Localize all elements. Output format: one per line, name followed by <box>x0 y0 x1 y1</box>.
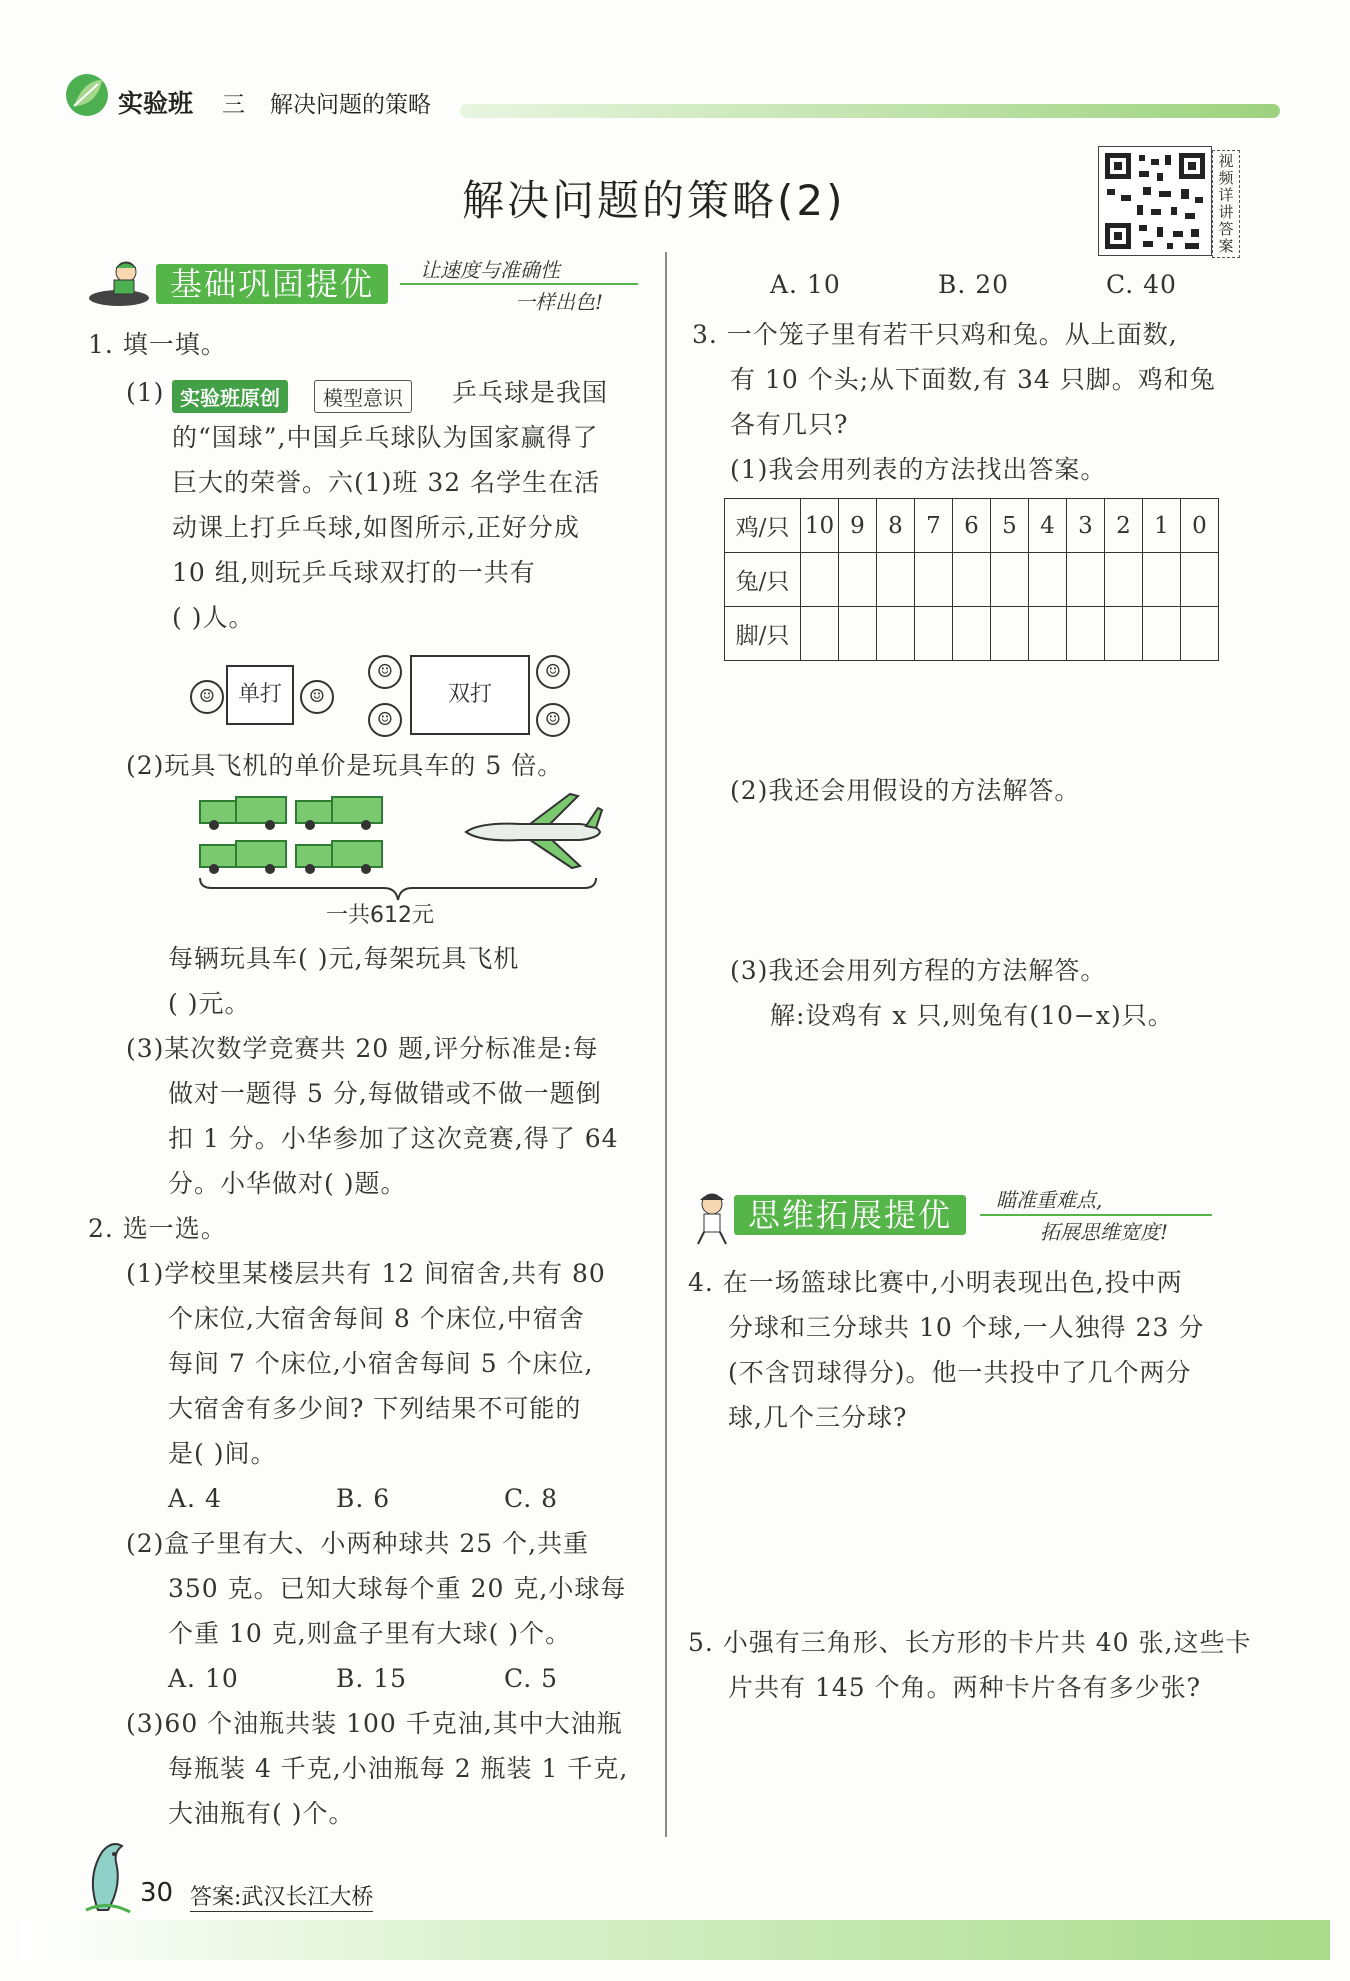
singles-table: 单打 <box>226 665 294 725</box>
chicken-cell: 4 <box>1029 499 1067 553</box>
answer-cell[interactable] <box>839 607 877 661</box>
page-number: 30 <box>140 1878 174 1908</box>
q1-p1-line: 10 组,则玩乒乓球双打的一共有 <box>172 558 536 587</box>
q2-p3-line: 大油瓶有( )个。 <box>168 1799 355 1828</box>
row-label: 鸡/只 <box>725 499 801 553</box>
chicken-cell: 2 <box>1105 499 1143 553</box>
answer-cell[interactable] <box>1105 607 1143 661</box>
player-face-icon: ☺ <box>536 655 570 689</box>
answer-cell[interactable] <box>1181 607 1219 661</box>
skill-tag: 模型意识 <box>314 380 412 413</box>
q2-p1-line: (1)学校里某楼层共有 12 间宿舍,共有 80 <box>126 1259 606 1288</box>
q3-part3: (3)我还会用列方程的方法解答。 <box>730 956 1107 985</box>
q3-line: 各有几只? <box>730 410 849 439</box>
answer-cell[interactable] <box>991 607 1029 661</box>
answer-cell[interactable] <box>953 607 991 661</box>
option-c[interactable]: C. 8 <box>504 1484 559 1513</box>
player-face-icon: ☺ <box>190 680 224 714</box>
table-row <box>725 499 1219 553</box>
option-b[interactable]: B. 6 <box>336 1484 391 1513</box>
q1-p3-line: 分。小华做对( )题。 <box>168 1169 407 1198</box>
q4-line: 球,几个三分球? <box>728 1403 908 1432</box>
header-stripe <box>460 104 1280 118</box>
q1-title: 1. 填一填。 <box>88 330 227 359</box>
q2-p2-line: 个重 10 克,则盒子里有大球( )个。 <box>168 1619 572 1648</box>
q2-p1-line: 个床位,大宿舍每间 8 个床位,中宿舍 <box>168 1304 585 1333</box>
q2-p1-line: 大宿舍有多少间? 下列结果不可能的 <box>168 1394 582 1423</box>
chicken-cell: 3 <box>1067 499 1105 553</box>
dolphin-mascot-icon <box>78 1838 138 1918</box>
player-face-icon: ☺ <box>368 703 402 737</box>
qr-code-icon <box>1099 147 1211 255</box>
q1-part1-num: (1) <box>126 378 165 407</box>
q2-p2-line: (2)盒子里有大、小两种球共 25 个,共重 <box>126 1529 590 1558</box>
toy-truck-icon <box>196 793 396 883</box>
answer-cell[interactable] <box>1029 607 1067 661</box>
q3-solution-setup: 解:设鸡有 x 只,则兔有(10−x)只。 <box>770 1001 1174 1030</box>
answer-cell[interactable] <box>1067 553 1105 607</box>
q1-p1-line: 乒乓球是我国 <box>452 378 609 407</box>
chicken-cell: 1 <box>1143 499 1181 553</box>
q1-p1-line: 的“国球”,中国乒乓球队为国家赢得了 <box>172 423 599 452</box>
q1-part2: (2)玩具飞机的单价是玩具车的 5 倍。 <box>126 751 564 780</box>
chicken-cell: 8 <box>877 499 915 553</box>
toy-airplane-icon <box>460 790 605 870</box>
doubles-table: 双打 <box>410 655 530 735</box>
banner-tip-1: 瞄准重难点, <box>996 1188 1103 1212</box>
answer-cell[interactable] <box>1067 607 1105 661</box>
banner-tip-1: 让速度与准确性 <box>420 258 560 282</box>
page-title: 解决问题的策略(2) <box>462 176 846 225</box>
option-b[interactable]: B. 20 <box>938 270 1010 299</box>
total-price: 一共612元 <box>326 903 434 928</box>
player-face-icon: ☺ <box>368 655 402 689</box>
q2-p1-line: 是( )间。 <box>168 1439 277 1468</box>
q2-title: 2. 选一选。 <box>88 1214 227 1243</box>
q2-p2-line: 350 克。已知大球每个重 20 克,小球每 <box>168 1574 627 1603</box>
table-row <box>725 607 1219 661</box>
q1-p2-line: ( )元。 <box>168 989 251 1018</box>
girl-mascot-icon <box>688 1190 736 1246</box>
answer-cell[interactable] <box>915 607 953 661</box>
answer-cell[interactable] <box>877 607 915 661</box>
qr-code[interactable] <box>1098 146 1212 256</box>
row-label: 兔/只 <box>725 553 801 607</box>
answer-cell[interactable] <box>1143 553 1181 607</box>
player-face-icon: ☺ <box>536 703 570 737</box>
row-label: 脚/只 <box>725 607 801 661</box>
option-a[interactable]: A. 10 <box>168 1664 239 1693</box>
banner-tip-2: 拓展思维宽度! <box>1040 1220 1169 1244</box>
answer-cell[interactable] <box>801 553 839 607</box>
option-c[interactable]: C. 40 <box>1106 270 1177 299</box>
answer-cell[interactable] <box>953 553 991 607</box>
q1-p3-line: (3)某次数学竞赛共 20 题,评分标准是:每 <box>126 1034 599 1063</box>
series-brand: 实验班 <box>118 89 194 118</box>
option-b[interactable]: B. 15 <box>336 1664 408 1693</box>
chicken-rabbit-table <box>724 498 1219 661</box>
chicken-cell: 0 <box>1181 499 1219 553</box>
banner-line <box>980 1214 1212 1216</box>
unit-title: 解决问题的策略 <box>270 92 431 118</box>
answer-key: 答案:武汉长江大桥 <box>190 1880 373 1912</box>
chicken-cell: 7 <box>915 499 953 553</box>
q5-line: 5. 小强有三角形、长方形的卡片共 40 张,这些卡 <box>688 1628 1252 1657</box>
q3-line: 有 10 个头;从下面数,有 34 只脚。鸡和兔 <box>730 365 1216 394</box>
q1-p1-line: 巨大的荣誉。六(1)班 32 名学生在活 <box>172 468 601 497</box>
chicken-cell: 10 <box>801 499 839 553</box>
answer-cell[interactable] <box>1029 553 1067 607</box>
chicken-cell: 9 <box>839 499 877 553</box>
footer-stripe <box>20 1920 1330 1960</box>
chicken-cell: 5 <box>991 499 1029 553</box>
answer-cell[interactable] <box>801 607 839 661</box>
section-banner-extension: 思维拓展提优 <box>734 1195 966 1235</box>
chicken-cell: 6 <box>953 499 991 553</box>
unit-number: 三 <box>222 92 245 118</box>
q3-part1: (1)我会用列表的方法找出答案。 <box>730 455 1107 484</box>
column-divider <box>665 252 667 1837</box>
option-a[interactable]: A. 10 <box>770 270 841 299</box>
q1-p1-line: ( )人。 <box>172 603 255 632</box>
section-banner-basic: 基础巩固提优 <box>156 264 388 304</box>
q3-part2: (2)我还会用假设的方法解答。 <box>730 776 1081 805</box>
answer-cell[interactable] <box>991 553 1029 607</box>
q4-line: 4. 在一场篮球比赛中,小明表现出色,投中两 <box>688 1268 1183 1297</box>
q1-p3-line: 做对一题得 5 分,每做错或不做一题倒 <box>168 1079 602 1108</box>
original-tag: 实验班原创 <box>172 380 288 413</box>
table-row <box>725 553 1219 607</box>
option-c[interactable]: C. 5 <box>504 1664 559 1693</box>
answer-cell[interactable] <box>1181 553 1219 607</box>
banner-tip-2: 一样出色! <box>515 290 604 314</box>
q2-p3-line: (3)60 个油瓶共装 100 千克油,其中大油瓶 <box>126 1709 623 1738</box>
option-a[interactable]: A. 4 <box>168 1484 222 1513</box>
answer-cell[interactable] <box>839 553 877 607</box>
qr-caption: 视频详讲答案 <box>1212 150 1240 258</box>
q5-line: 片共有 145 个角。两种卡片各有多少张? <box>728 1673 1202 1702</box>
q1-p1-line: 动课上打乒乓球,如图所示,正好分成 <box>172 513 580 542</box>
answer-cell[interactable] <box>1105 553 1143 607</box>
q1-p3-line: 扣 1 分。小华参加了这次竞赛,得了 64 <box>168 1124 619 1153</box>
q4-line: (不含罚球得分)。他一共投中了几个两分 <box>728 1358 1192 1387</box>
leaf-logo-icon <box>64 72 110 118</box>
q2-p1-line: 每间 7 个床位,小宿舍每间 5 个床位, <box>168 1349 594 1378</box>
answer-cell[interactable] <box>877 553 915 607</box>
q3-line: 3. 一个笼子里有若干只鸡和兔。从上面数, <box>692 320 1178 349</box>
q1-p2-line: 每辆玩具车( )元,每架玩具飞机 <box>168 944 520 973</box>
player-face-icon: ☺ <box>300 680 334 714</box>
answer-cell[interactable] <box>915 553 953 607</box>
student-mascot-icon <box>84 258 154 308</box>
q4-line: 分球和三分球共 10 个球,一人独得 23 分 <box>728 1313 1205 1342</box>
q2-p3-line: 每瓶装 4 千克,小油瓶每 2 瓶装 1 千克, <box>168 1754 629 1783</box>
answer-cell[interactable] <box>1143 607 1181 661</box>
